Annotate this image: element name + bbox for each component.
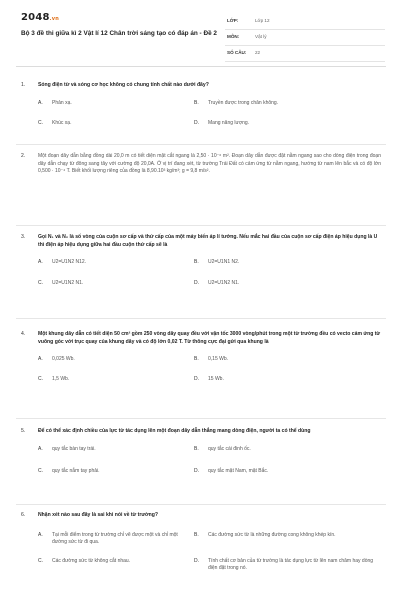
option-text: quy tắc bàn tay trái. xyxy=(52,445,96,452)
option-letter: C. xyxy=(38,376,43,383)
option-d[interactable] xyxy=(194,120,249,127)
option-d[interactable] xyxy=(194,558,374,572)
question-separator xyxy=(16,318,386,319)
option-letter: C. xyxy=(38,557,43,564)
option-text: quy tắc cái đinh ốc. xyxy=(208,445,251,452)
option-b[interactable] xyxy=(194,259,239,266)
meta-table xyxy=(225,14,385,62)
meta-value: Lớp 12 xyxy=(255,18,270,23)
meta-key: SỐ CÂU: xyxy=(227,50,247,55)
meta-row-class xyxy=(225,14,385,30)
option-text: Tính chất cơ bản của từ trường là tác dụng lực từ lên nam châm hay dòng điện đặt trong nó. xyxy=(208,557,374,571)
question-stem xyxy=(21,234,381,249)
option-text: U2=U1N2 N1. xyxy=(52,280,84,287)
option-c[interactable] xyxy=(38,468,100,475)
option-b[interactable] xyxy=(194,532,374,539)
logo-suffix: .vn xyxy=(49,16,59,22)
question-text: Gọi N₁ và N₂ là số vòng của cuộn sơ cấp và thứ cấp của một máy biến áp lí tưởng. Nếu mắc hai đầu của cuộn sơ cấp điện áp hiệu dụng là U thì điện áp hiệu dụng giữa hai đầu cuộn thứ cấp sẽ là xyxy=(38,234,378,248)
option-letter: D. xyxy=(194,557,199,564)
question-stem xyxy=(21,153,381,176)
question-text: Để có thể xác định chiều của lực từ tác dụng lên một đoạn dây dẫn thẳng mang dòng điện, người ta có thể dùng xyxy=(38,428,311,434)
option-letter: D. xyxy=(194,376,199,383)
option-letter: B. xyxy=(194,99,199,106)
option-b[interactable] xyxy=(194,100,278,107)
question-stem xyxy=(21,82,381,90)
option-a[interactable] xyxy=(38,532,188,546)
option-text: Khúc xạ. xyxy=(52,119,72,126)
option-letter: D. xyxy=(194,280,199,287)
question-stem xyxy=(21,428,381,436)
question-5 xyxy=(21,428,381,474)
option-a[interactable] xyxy=(38,259,86,266)
option-d[interactable] xyxy=(194,468,268,475)
question-number: 1. xyxy=(21,82,26,88)
question-number: 2. xyxy=(21,153,26,159)
option-text: Các đường sức từ không cắt nhau. xyxy=(52,557,131,564)
option-text: 1,5 Wb. xyxy=(52,376,70,383)
question-stem xyxy=(21,331,381,346)
option-text: U2=U1N1 N2. xyxy=(208,259,240,266)
option-text: U2=U1N2 N12. xyxy=(52,259,87,266)
question-separator xyxy=(16,418,386,419)
option-d[interactable] xyxy=(194,280,239,287)
question-separator xyxy=(16,144,386,145)
option-a[interactable] xyxy=(38,356,75,363)
option-c[interactable] xyxy=(38,280,83,287)
option-letter: A. xyxy=(38,356,43,363)
option-text: 0,025 Wb. xyxy=(52,356,75,363)
option-letter: C. xyxy=(38,280,43,287)
option-text: quy tắc nắm tay phải. xyxy=(52,467,100,474)
question-stem xyxy=(21,512,381,520)
logo-main: 2048 xyxy=(21,12,50,23)
option-c[interactable] xyxy=(38,376,69,383)
question-number: 4. xyxy=(21,331,26,337)
option-text: Phản xạ. xyxy=(52,99,72,106)
option-text: Tại mỗi điểm trong từ trường chỉ vẽ được một và chỉ một đường sức từ đi qua. xyxy=(52,531,178,545)
option-d[interactable] xyxy=(194,376,224,383)
question-number: 6. xyxy=(21,512,26,518)
question-text: Nhận xét nào sau đây là sai khi nói về từ trường? xyxy=(38,512,158,518)
option-letter: B. xyxy=(194,259,199,266)
option-text: U2=U1N2 N1. xyxy=(208,280,240,287)
meta-row-subject xyxy=(225,30,385,46)
question-separator xyxy=(16,225,386,226)
option-text: 15 Wb. xyxy=(208,376,224,383)
option-c[interactable] xyxy=(38,558,188,565)
option-b[interactable] xyxy=(194,446,251,453)
option-letter: C. xyxy=(38,119,43,126)
meta-key: LỚP: xyxy=(227,18,239,23)
option-b[interactable] xyxy=(194,356,228,363)
option-letter: A. xyxy=(38,531,43,538)
option-a[interactable] xyxy=(38,100,72,107)
option-letter: B. xyxy=(194,531,199,538)
divider xyxy=(16,66,386,67)
question-number: 3. xyxy=(21,234,26,240)
meta-value: 22 xyxy=(255,50,261,55)
question-separator xyxy=(16,504,386,505)
question-6 xyxy=(21,512,381,571)
option-letter: C. xyxy=(38,467,43,474)
option-text: 0,15 Wb. xyxy=(208,356,229,363)
option-text: quy tắc mặt Nam, mặt Bắc. xyxy=(208,467,269,474)
option-letter: D. xyxy=(194,119,199,126)
question-4 xyxy=(21,331,381,383)
question-3 xyxy=(21,234,381,287)
meta-key: MÔN: xyxy=(227,34,240,39)
option-text: Truyền được trong chân không. xyxy=(208,99,279,106)
page-header xyxy=(0,0,400,62)
option-letter: A. xyxy=(38,445,43,452)
option-letter: B. xyxy=(194,356,199,363)
option-letter: A. xyxy=(38,99,43,106)
meta-row-count xyxy=(225,46,385,62)
question-2 xyxy=(21,153,381,176)
question-text: Sóng điện từ và sóng cơ học không có chung tính chất nào dưới đây? xyxy=(38,82,209,88)
option-a[interactable] xyxy=(38,446,96,453)
option-letter: B. xyxy=(194,445,199,452)
option-text: Mang năng lượng. xyxy=(208,119,250,126)
site-logo[interactable] xyxy=(21,12,59,23)
question-number: 5. xyxy=(21,428,26,434)
meta-value: Vật lý xyxy=(255,34,267,39)
option-letter: D. xyxy=(194,467,199,474)
option-text: Các đường sức từ là những đường cong không khép kín. xyxy=(208,531,336,538)
question-1 xyxy=(21,82,381,126)
page-title: Bộ 3 đề thi giữa kì 2 Vật lí 12 Chân trời sáng tạo có đáp án - Đề 2 xyxy=(21,30,217,37)
question-text: Một khung dây dẫn có tiết diện 50 cm² gồm 250 vòng dây quay đều với vận tốc 3000 vòng/phút trong một từ trường đều có vecto cảm ứng từ vuông góc với trục quay của khung dây và có độ lớn 0,02 T. Từ thông cực đại gửi qua khung là xyxy=(38,331,381,345)
option-letter: A. xyxy=(38,259,43,266)
option-c[interactable] xyxy=(38,120,71,127)
question-text: Một đoạn dây dẫn bằng đồng dài 20,0 m có tiết diện mặt cắt ngang là 2,50 · 10⁻⁶ m². Đoạn dây dẫn được đặt nằm ngang sao cho dòng điện trong đoạn dây dẫn chạy từ đông sang tây với cường độ 20,0A. Ở vị trí đang xét, từ trường Trái Đất có cảm ứng từ nằm ngang, hướng từ nam lên bắc và có độ lớn 0,500 · 10⁻⁴ T. Biết khối lượng riêng của đồng là 8,90.10³ kg/m³; g = 9,8 m/s². xyxy=(38,153,381,175)
